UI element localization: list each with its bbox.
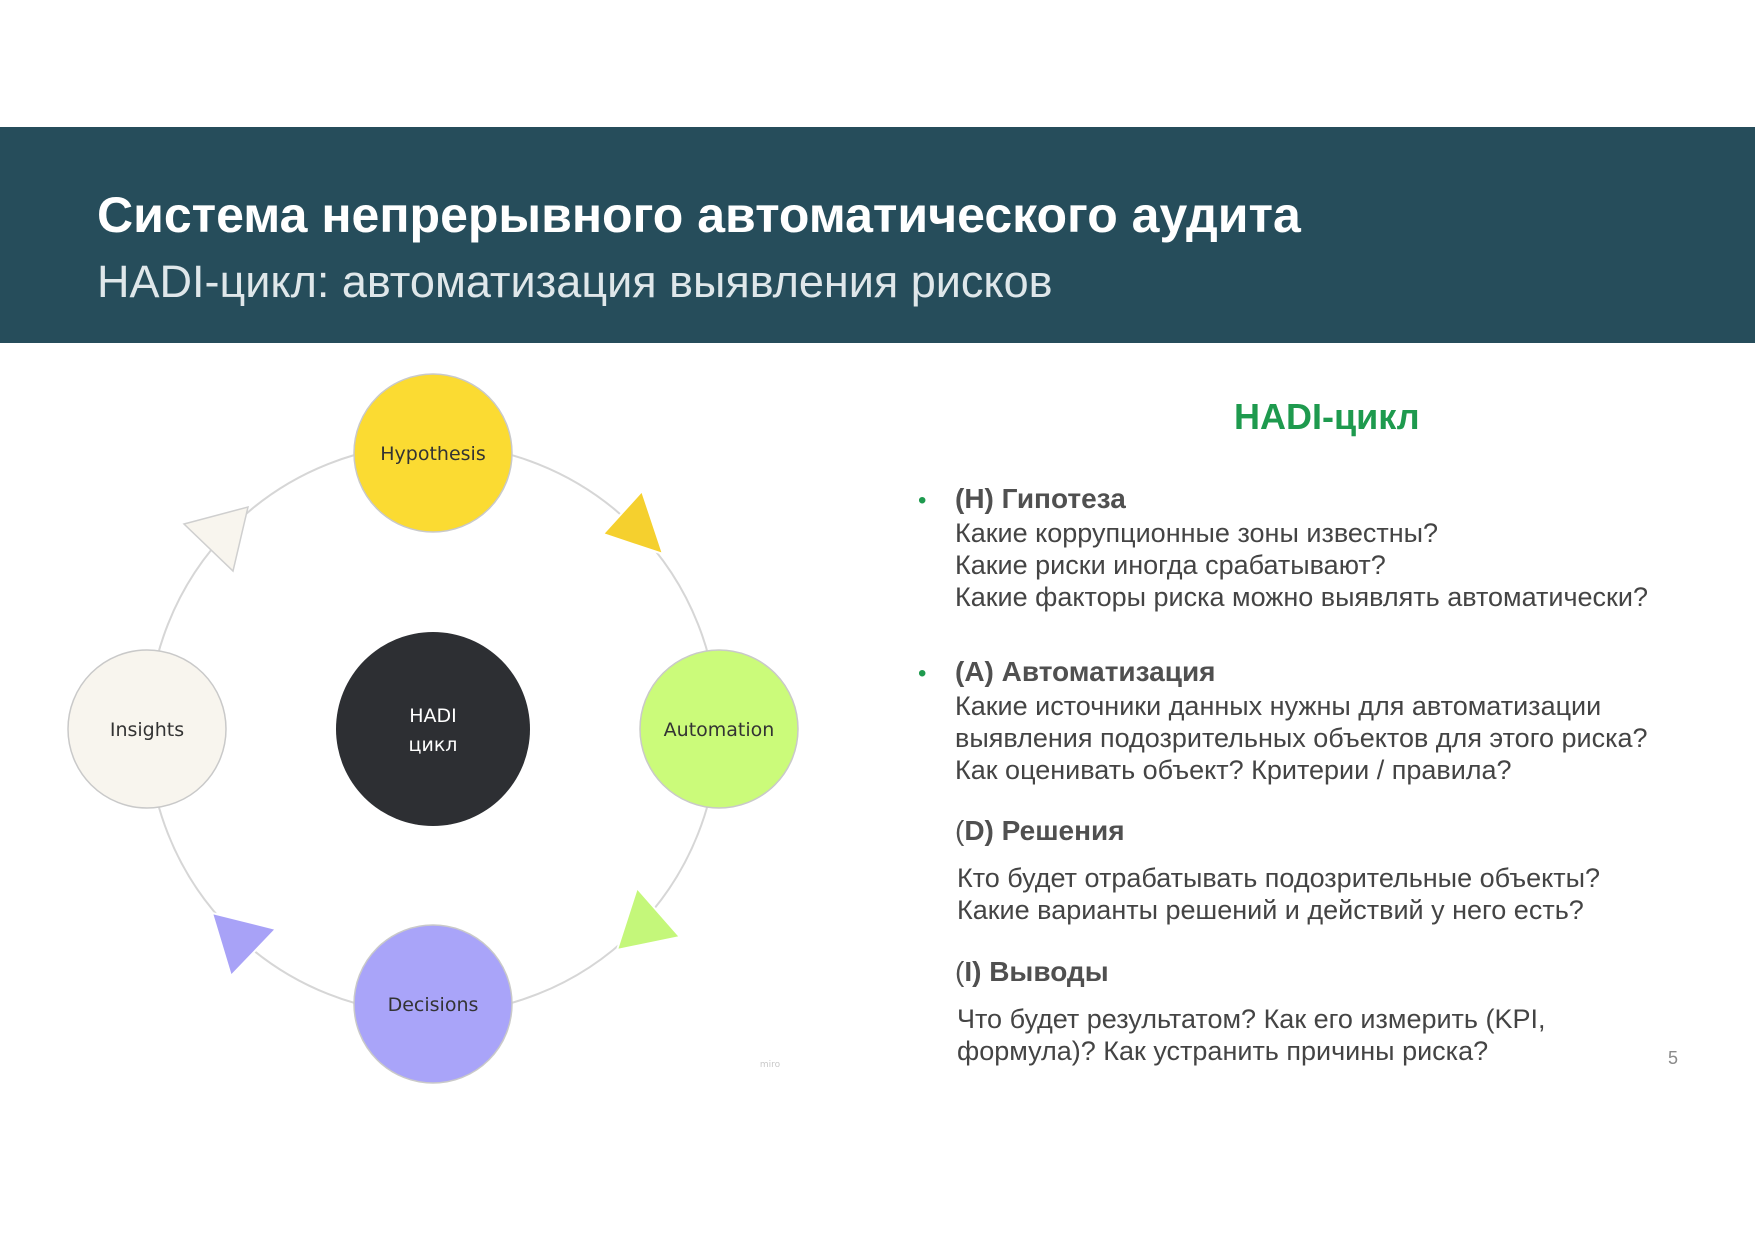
center-label-line2: цикл: [408, 734, 458, 756]
arrow-decisions-to-insights: [212, 913, 276, 976]
arrow-automation-to-decisions: [617, 888, 680, 950]
automation-line: выявления подозрительных объектов для этого риска?: [955, 723, 1648, 753]
hypothesis-line: Какие риски иногда срабатывают?: [955, 550, 1386, 580]
slide-title: Система непрерывного автоматического аудита: [97, 187, 1301, 243]
hypothesis-title: (H) Гипотеза: [955, 483, 1126, 514]
bullet-hypothesis: •: [918, 487, 927, 514]
decisions-line: Какие варианты решений и действий у него есть?: [957, 895, 1584, 925]
insights-text: [957, 1003, 1546, 1067]
decisions-line: Кто будет отрабатывать подозрительные объекты?: [957, 863, 1600, 893]
insights-line: формула)? Как устранить причины риска?: [957, 1036, 1489, 1066]
hypothesis-line: Какие коррупционные зоны известны?: [955, 518, 1439, 548]
center-node: [336, 632, 530, 826]
insights-title-text: I) Выводы: [964, 956, 1109, 987]
decisions-label: Decisions: [387, 994, 479, 1016]
page-number: 5: [1668, 1048, 1679, 1068]
automation-text: [955, 690, 1648, 786]
hypothesis-label: Hypothesis: [380, 443, 486, 465]
insights-title: [955, 956, 1109, 988]
decisions-title-text: D) Решения: [964, 815, 1125, 846]
slide-subtitle: HADI-цикл: автоматизация выявления рисков: [97, 256, 1053, 307]
decisions-text: [957, 862, 1600, 926]
automation-line: Какие источники данных нужны для автоматизации: [955, 691, 1602, 721]
bullet-automation: •: [918, 660, 927, 687]
hypothesis-text: [955, 517, 1648, 613]
arrow-hypothesis-to-automation: [603, 491, 663, 554]
automation-title: (A) Автоматизация: [955, 656, 1216, 687]
insights-title-paren: (: [955, 956, 965, 987]
insights-line: Что будет результатом? Как его измерить (KPI,: [957, 1004, 1546, 1034]
decisions-title-paren: (: [955, 815, 965, 846]
automation-line: Как оценивать объект? Критерии / правила?: [955, 755, 1512, 785]
hadi-heading: HADI-цикл: [1234, 396, 1420, 437]
center-label-line1: HADI: [409, 705, 457, 727]
arrow-insights-to-hypothesis: [184, 507, 248, 571]
hadi-cycle-diagram: [0, 360, 830, 1100]
automation-label: Automation: [663, 719, 775, 741]
decisions-title: [955, 815, 1125, 847]
miro-watermark: miro: [759, 1060, 781, 1070]
insights-label: Insights: [109, 719, 185, 741]
hypothesis-line: Какие факторы риска можно выявлять автоматически?: [955, 582, 1648, 612]
